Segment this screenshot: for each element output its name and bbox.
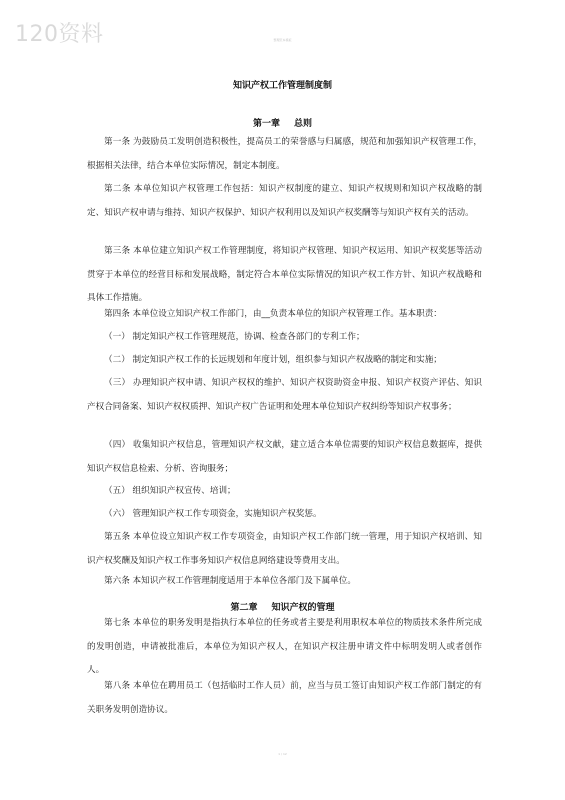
- article-7: 第七条 本单位的职务发明是指执行本单位的任务或者主要是利用职权本单位的物质技术条件所完成的发明创造，申请被批准后，本单位为知识产权人，在知识产权注册申请文件中标明发明人或者创作人。: [87, 618, 482, 675]
- chapter-name: 总则: [294, 119, 313, 129]
- chapter-number: 第二章: [230, 603, 258, 613]
- chapter-number: 第一章: [252, 119, 280, 129]
- article-2: 第二条 本单位知识产权管理工作包括：知识产权制度的建立、知识产权规则和知识产权战略的制定、知识产权申请与维持、知识产权保护、知识产权利用以及知识产权奖酬等与知识产权有关的活动。: [87, 184, 482, 218]
- chapter-name: 知识产权的管理: [271, 603, 335, 613]
- duty-item: （五） 组织知识产权宣传、培训；: [104, 486, 236, 496]
- header-note: 整理范本模板: [273, 38, 292, 42]
- duty-item: （二） 制定知识产权工作的长远规划和年度计划，组织参与知识产权战略的制定和实施；: [104, 355, 442, 365]
- document-title: 知识产权工作管理制度制: [232, 81, 332, 91]
- duty-item: （四） 收集知识产权信息，管理知识产权文献，建立适合本单位需要的知识产权信息数据库，提供知识产权信息检索、分析、咨询服务；: [87, 440, 482, 474]
- article-3: 第三条 本单位建立知识产权工作管理制度，将知识产权管理、知识产权运用、知识产权奖惩等活动贯穿于本单位的经营目标和发展战略，制定符合本单位实际情况的知识产权工作方针、知识产权战略和具体工作措施。: [87, 246, 482, 303]
- page-number: 1 / 12: [278, 752, 287, 756]
- article-4: 第四条 本单位设立知识产权工作部门，由__负责本单位的知识产权管理工作。基本职责：: [104, 309, 442, 319]
- article-6: 第六条 本知识产权工作管理制度适用于本单位各部门及下属单位。: [104, 576, 356, 586]
- watermark-logo: 120资料: [15, 22, 104, 47]
- article-1: 第一条 为鼓励员工发明创造积极性，提高员工的荣誉感与归属感，规范和加强知识产权管理工作，根据相关法律，结合本单位实际情况，制定本制度。: [87, 137, 482, 171]
- duty-item: （六） 管理知识产权工作专项资金，实施知识产权奖惩。: [104, 509, 322, 519]
- duty-item: （一） 制定知识产权工作管理规范，协调、检查各部门的专利工作；: [104, 332, 365, 342]
- duty-item: （三） 办理知识产权申请、知识产权权的维护、知识产权资助资金申报、知识产权资产评估、知识产权合同备案、知识产权权质押、知识产权广告证明和处理本单位知识产权纠纷等知识产权事务；: [87, 378, 482, 412]
- article-8: 第八条 本单位在聘用员工（包括临时工作人员）前，应当与员工签订由知识产权工作部门制定的有关职务发明创造协议。: [87, 681, 482, 715]
- article-5: 第五条 本单位设立知识产权工作专项资金，由知识产权工作部门统一管理，用于知识产权培训、知识产权奖酬及知识产权工作事务知识产权信息网络建设等费用支出。: [87, 532, 482, 566]
- chapter-heading-1: [0, 116, 565, 129]
